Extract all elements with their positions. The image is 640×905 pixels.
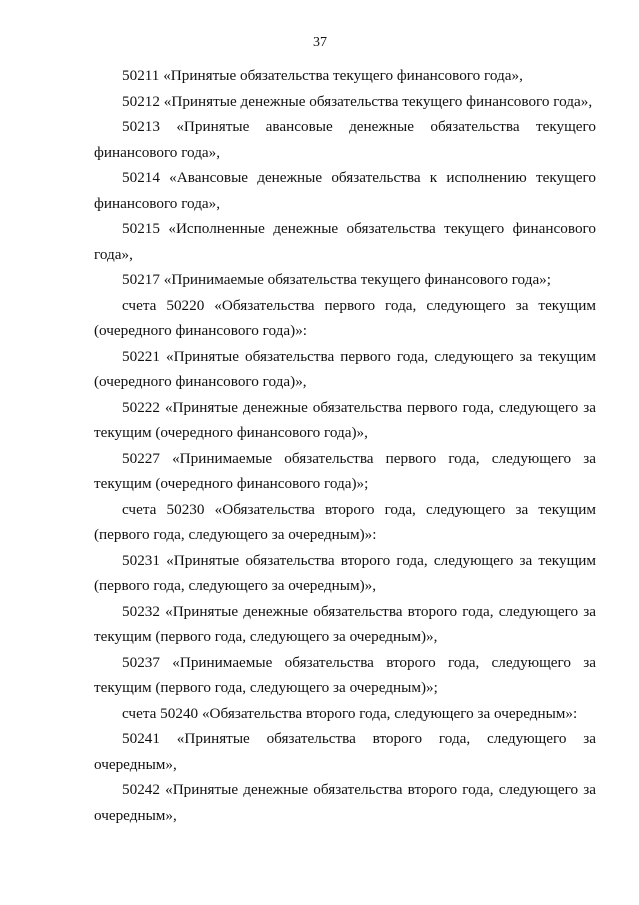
paragraph-50241: 50241 «Принятые обязательства второго года, следующего за очередным», [94,730,596,773]
document-body [94,63,596,828]
paragraph-account-50220: счета 50220 «Обязательства первого года, следующего за текущим (очередного финансового года)»: [94,296,596,339]
paragraph-50222: 50222 «Принятые денежные обязательства первого года, следующего за текущим (очередного финансового года)», [94,398,596,441]
paragraph-50215: 50215 «Исполненные денежные обязательства текущего финансового года», [94,220,596,263]
paragraph-50213: 50213 «Принятые авансовые денежные обязательства текущего финансового года», [94,118,596,161]
paragraph-50231: 50231 «Принятые обязательства второго года, следующего за текущим (первого года, следующего за очередным)», [94,551,596,594]
paragraph-50217: 50217 «Принимаемые обязательства текущего финансового года»; [122,271,551,288]
page-number: 37 [313,35,327,50]
paragraph-50227: 50227 «Принимаемые обязательства первого года, следующего за текущим (очередного финансового года)»; [94,449,596,492]
paragraph-50232: 50232 «Принятые денежные обязательства второго года, следующего за текущим (первого года, следующего за очередным)», [94,602,596,645]
paragraph-account-50230: счета 50230 «Обязательства второго года, следующего за текущим (первого года, следующего за очередным)»: [94,500,596,543]
paragraph-50221: 50221 «Принятые обязательства первого года, следующего за текущим (очередного финансового года)», [94,347,596,390]
paragraph-account-50240: счета 50240 «Обязательства второго года, следующего за очередным»: [122,704,578,722]
paragraph-50214: 50214 «Авансовые денежные обязательства к исполнению текущего финансового года», [94,169,596,212]
paragraph-50212: 50212 «Принятые денежные обязательства текущего финансового года», [122,92,593,110]
paragraph-50211: 50211 «Принятые обязательства текущего финансового года», [122,67,523,84]
paragraph-50242: 50242 «Принятые денежные обязательства второго года, следующего за очередным», [94,781,596,824]
paragraph-50237: 50237 «Принимаемые обязательства второго года, следующего за текущим (первого года, следующего за очередным)»; [94,653,596,696]
